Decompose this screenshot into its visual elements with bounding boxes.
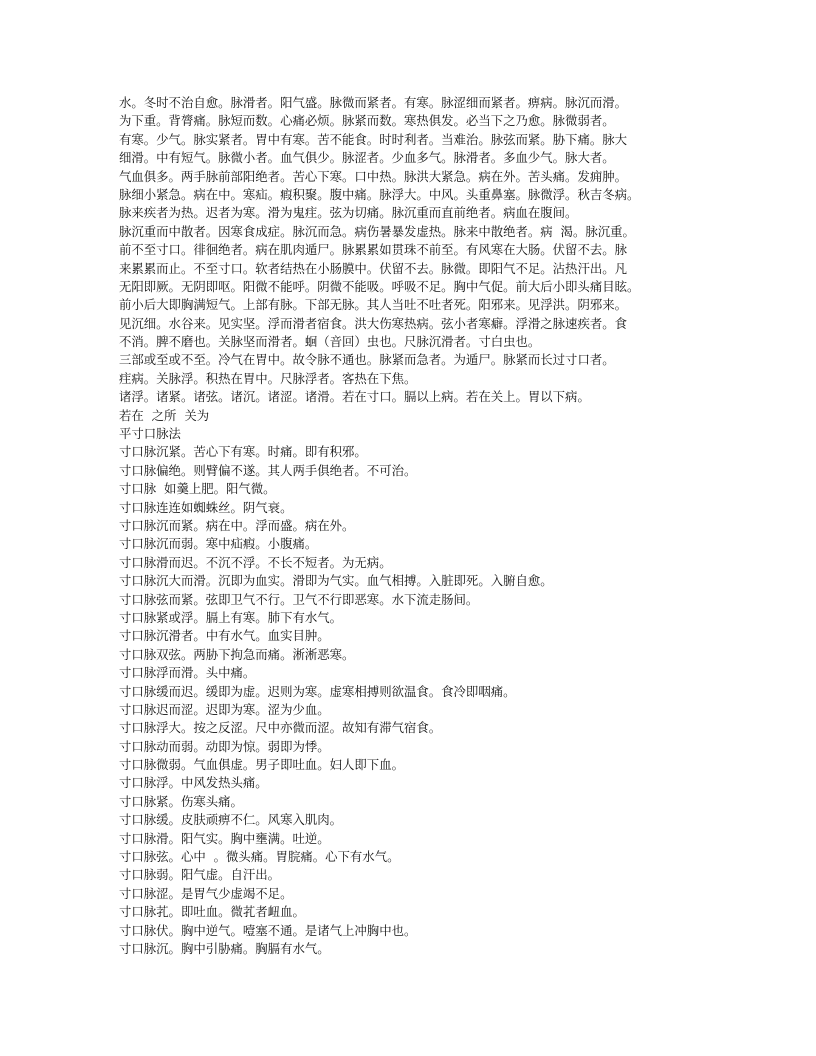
text-line: 寸口脉浮而滑。头中痛。: [119, 665, 256, 681]
text-line: 无阳即厥。无阴即呕。阳微不能呼。阴微不能吸。呼吸不足。胸中气促。前大后小即头痛目眩。: [119, 278, 640, 294]
text-line: 寸口脉连连如蜘蛛丝。阴气衰。: [119, 499, 293, 515]
text-line: 寸口脉缓。皮肤顽痹不仁。风寒入肌肉。: [119, 812, 343, 828]
text-line: 寸口脉动而弱。动即为惊。弱即为悸。: [119, 738, 330, 754]
text-line: 寸口脉沉大而滑。沉即为血实。滑即为气实。血气相搏。入脏即死。入腑自愈。: [119, 573, 553, 589]
text-line: 寸口脉弦。心中 。微头痛。胃脘痛。心下有水气。: [119, 849, 400, 865]
text-line: 寸口脉浮。中风发热头痛。: [119, 775, 268, 791]
text-line: 若在 之所 关为: [119, 407, 210, 423]
text-line: 来累累而止。不至寸口。软者结热在小肠膜中。伏留不去。脉微。即阳气不足。沾热汗出。凡: [119, 260, 628, 276]
text-line: 有寒。少气。脉实紧者。胃中有寒。苦不能食。时时利者。当难治。脉弦而紧。胁下痛。脉大: [119, 131, 628, 147]
text-line: 为下重。背膂痛。脉短而数。心痛必烦。脉紧而数。寒热俱发。必当下之乃愈。脉微弱者。: [119, 113, 615, 129]
text-line: 脉来疾者为热。迟者为寒。滑为鬼疰。弦为切痛。脉沉重而直前绝者。病血在腹间。: [119, 205, 578, 221]
section-heading: 平寸口脉法: [119, 426, 181, 442]
body-text: [119, 94, 701, 958]
text-line: 脉沉重而中散者。因寒食成症。脉沉而急。病伤暑暴发虚热。脉来中散绝者。病 渴。脉沉重。: [119, 223, 635, 239]
text-line: 见沉细。水谷来。见实坚。浮而滑者宿食。洪大伤寒热病。弦小者寒癖。浮滑之脉速疾者。食: [119, 315, 628, 331]
text-line: 寸口脉伏。胸中逆气。噎塞不通。是诸气上冲胸中也。: [119, 922, 417, 938]
text-line: 寸口脉紧或浮。膈上有寒。肺下有水气。: [119, 609, 343, 625]
text-line: 寸口脉沉紧。苦心下有寒。时痛。即有积邪。: [119, 444, 367, 460]
text-line: 寸口脉缓而迟。缓即为虚。迟则为寒。虚寒相搏则欲温食。食冷即咽痛。: [119, 683, 516, 699]
text-line: 寸口脉涩。是胃气少虚竭不足。: [119, 885, 293, 901]
text-line: 前小后大即胸满短气。上部有脉。下部无脉。其人当吐不吐者死。阳邪来。见浮洪。阴邪来。: [119, 297, 628, 313]
text-line: 寸口脉滑。阳气实。胸中壅满。吐逆。: [119, 830, 330, 846]
text-line: 寸口脉弱。阳气虚。自汗出。: [119, 867, 281, 883]
text-line: 前不至寸口。徘徊绝者。病在肌肉遁尸。脉累累如贯珠不前至。有风寒在大肠。伏留不去。脉: [119, 242, 628, 258]
text-line: 水。冬时不治自愈。脉滑者。阳气盛。脉微而紧者。有寒。脉涩细而紧者。痹病。脉沉而滑。: [119, 95, 628, 110]
text-line: 寸口脉紧。伤寒头痛。: [119, 793, 243, 809]
text-line: 寸口脉 如羹上肥。阳气微。: [119, 481, 276, 497]
text-line: 脉细小紧急。病在中。寒疝。瘕积聚。腹中痛。脉浮大。中风。头重鼻塞。脉微浮。秋吉冬病。: [119, 186, 640, 202]
text-line: 寸口脉双弦。两胁下拘急而痛。淅淅恶寒。: [119, 646, 355, 662]
text-line: 寸口脉滑而迟。不沉不浮。不长不短者。为无病。: [119, 554, 392, 570]
text-line: 寸口脉沉滑者。中有水气。血实目肿。: [119, 628, 330, 644]
text-line: 寸口脉偏绝。则臂偏不遂。其人两手俱绝者。不可治。: [119, 462, 417, 478]
text-line: 诸浮。诸紧。诸弦。诸沉。诸涩。诸滑。若在寸口。膈以上病。若在关上。胃以下病。: [119, 389, 590, 405]
text-line: 寸口脉沉。胸中引胁痛。胸膈有水气。: [119, 940, 330, 956]
text-line: 疰病。关脉浮。积热在胃中。尺脉浮者。客热在下焦。: [119, 370, 417, 386]
text-line: 寸口脉浮大。按之反涩。尺中亦微而涩。故知有滞气宿食。: [119, 720, 442, 736]
text-line: 寸口脉沉而紧。病在中。浮而盛。病在外。: [119, 517, 355, 533]
text-line: 寸口脉微弱。气血俱虚。男子即吐血。妇人即下血。: [119, 757, 404, 773]
text-line: 不消。脾不磨也。关脉坚而滑者。蛔（音回）虫也。尺脉沉滑者。寸白虫也。: [119, 334, 541, 350]
text-line: 寸口脉芤。即吐血。微芤者衄血。: [119, 904, 305, 920]
text-line: 寸口脉迟而涩。迟即为寒。涩为少血。: [119, 701, 330, 717]
text-line: 三部或至或不至。冷气在胃中。故令脉不通也。脉紧而急者。为遁尸。脉紧而长过寸口者。: [119, 352, 615, 368]
text-line: 气血俱多。两手脉前部阳绝者。苦心下寒。口中热。脉洪大紧急。病在外。苦头痛。发痈肿。: [119, 168, 628, 184]
text-line: 细滑。中有短气。脉微小者。血气俱少。脉涩者。少血多气。脉滑者。多血少气。脉大者。: [119, 150, 615, 166]
text-line: 寸口脉沉而弱。寒中疝瘕。小腹痛。: [119, 536, 318, 552]
text-line: 寸口脉弦而紧。弦即卫气不行。卫气不行即恶寒。水下流走肠间。: [119, 591, 479, 607]
